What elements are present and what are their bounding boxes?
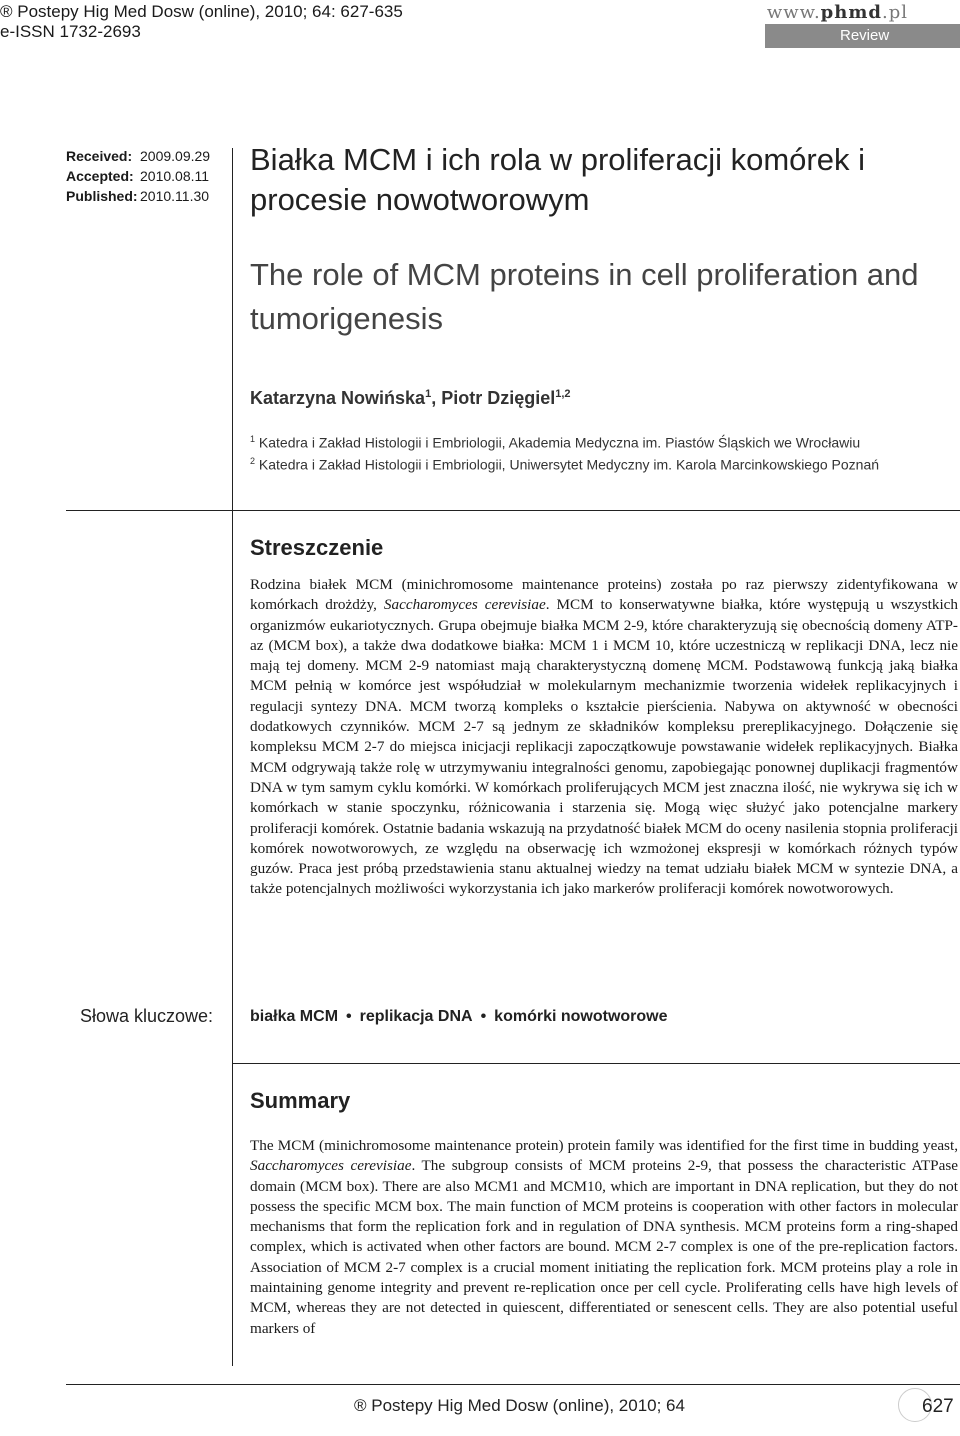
abstract-polish-part-2: . MCM to konserwatywne białka, które występują u wszystkich organizmów eukariotycznych. Grupa obejmuje białka MCM 2-9, które charakteryzują się obecnością domeny ATP-az (MCM box), a także dwa dodatkowe białka: MCM 1 i MCM 10, które uczestniczą w replikacji DNA, lecz nie mają tej domeny. MCM 2-9 natomiast mają charakterystyczną domenę MCM. Podstawową funkcją jaką białka MCM pełnią w komórce jest współudział w molekularnym mechanizmie tworzenia widełek replikacyjnych i regulacji syntezy DNA. MCM tworzą kompleks o kształcie pierścienia. Nabywa on aktywność w obecności dodatkowych czynników. MCM 2-7 są jednym ze składników kompleksu prereplikacyjnego. Dołączenie się kompleksu MCM 2-7 do miejsca inicjacji replikacji zapoczątkowuje powstawanie widełek replikacyjnych. Białka MCM odgrywają także rolę w utrzymywaniu integralności genomu, zapobiegając ponownej duplikacji fragmentów DNA w tym samym cyklu komórki. W komórkach proliferujących MCM jest znaczna ilość, nie wykrywa się ich w komórkach w stanie spoczynku, różnicowania i starzenia się. Mogą więc służyć jako potencjalne markery proliferacji komórek. Ostatnie badania wskazują na przydatność białek MCM do oceny nasilenia stopnia proliferacji komórek nowotworowych, ze względu na obserwację ich wzmożonej ekspresji w komórkach różnych typów guzów. Praca jest próbą przedstawienia stanu aktualnej wiedzy na temat udziału białek MCM w syntezie DNA, a także potencjalnych możliwości wykorzystania ich jako markerów proliferacji komórek nowotworowych. <box>250 596 958 898</box>
abstract-english-part-1: The MCM (minichromosome maintenance protein) protein family was identified for the first time in budding yeast, <box>250 1137 958 1154</box>
article-type-badge: Review <box>765 24 960 48</box>
keyword-separator-2: • <box>480 1008 487 1025</box>
keyword-3: komórki nowotworowe <box>494 1008 668 1025</box>
published-date: 2010.11.30 <box>140 188 210 204</box>
abstract-polish-heading: Streszczenie <box>250 535 384 560</box>
abstract-polish-species: Saccharomyces cerevisiae <box>383 596 546 614</box>
affiliation-1-text: Katedra i Zakład Histologii i Embriologii, Akademia Medyczna im. Piastów Śląskich we Wrocławiu <box>258 434 861 451</box>
abstract-english-heading: Summary <box>250 1088 351 1113</box>
issn-number: e-ISSN 1732-2693 <box>0 22 141 41</box>
abstract-english-text <box>250 1136 958 1339</box>
site-name: phmd <box>820 2 882 23</box>
author-separator: , <box>431 388 442 408</box>
affiliation-1 <box>250 434 860 451</box>
journal-website-link[interactable] <box>767 2 908 23</box>
journal-citation: ® Postepy Hig Med Dosw (online), 2010; 64: 627-635 <box>0 2 403 21</box>
accepted-date: 2010.08.11 <box>140 168 210 184</box>
site-suffix: .pl <box>881 2 908 23</box>
keywords-label: Słowa kluczowe: <box>80 1006 214 1026</box>
footer-rule <box>66 1384 960 1385</box>
accepted-label: Accepted: <box>66 168 134 184</box>
affiliation-1-number: 1 <box>250 434 256 444</box>
author-2-affiliation: 1,2 <box>555 388 571 400</box>
published-label: Published: <box>66 188 138 204</box>
affiliation-2 <box>250 456 879 473</box>
affiliation-2-number: 2 <box>250 456 256 466</box>
abstract-polish-part-1: Rodzina białek MCM (minichromosome maintenance proteins) została po raz pierwszy zidentyfikowana w komórkach drożdży, <box>250 576 958 614</box>
site-prefix: www. <box>766 2 821 23</box>
title-polish: Białka MCM i ich rola w proliferacji komórek i procesie nowotworowym <box>250 142 865 217</box>
vertical-divider <box>232 148 233 1366</box>
keyword-1: białka MCM <box>250 1008 339 1025</box>
footer-journal-citation: ® Postepy Hig Med Dosw (online), 2010; 64 <box>354 1396 685 1415</box>
abstract-english-part-2: . The subgroup consists of MCM proteins 2-9, that possess the characteristic ATPase domain (MCM box). There are also MCM1 and MCM10, which are important in DNA replication, but they do not possess the specific MCM box. The main function of MCM proteins is cooperation with other factors in molecular mechanisms that form the replication fork and in regulation of DNA synthesis. MCM proteins form a ring-shaped complex, which is activated when other factors are bound. MCM 2-7 complex is one of the pre-replication factors. Association of MCM 2-7 complex is a crucial moment initiating the replication fork. MCM proteins play a role in maintaining genome integrity and prevent re-replication once per cell cycle. Proliferating cells have high levels of MCM, whereas they are not detected in quiescent, differentiated or senescent cells. They are also potential useful markers of <box>250 1157 958 1337</box>
received-label: Received: <box>66 148 133 164</box>
author-list <box>250 388 571 409</box>
keywords-list <box>250 1008 668 1026</box>
abstract-english-species: Saccharomyces cerevisiae <box>250 1157 412 1175</box>
affiliation-2-text: Katedra i Zakład Histologii i Embriologii, Uniwersytet Medyczny im. Karola Marcinkowskiego Poznań <box>258 456 880 473</box>
keyword-2: replikacja DNA <box>359 1008 473 1025</box>
section-rule-summary <box>232 1063 960 1064</box>
page-number: 627 <box>922 1396 954 1417</box>
title-english: The role of MCM proteins in cell proliferation and tumorigenesis <box>250 257 919 336</box>
received-date: 2009.09.29 <box>140 148 211 164</box>
author-1-affiliation: 1 <box>425 388 432 400</box>
author-1-name: Katarzyna Nowińska <box>250 388 426 408</box>
abstract-polish-text <box>250 575 958 900</box>
keyword-separator-1: • <box>346 1008 352 1025</box>
section-rule-top <box>66 510 960 511</box>
author-2-name: Piotr Dzięgiel <box>441 388 556 408</box>
